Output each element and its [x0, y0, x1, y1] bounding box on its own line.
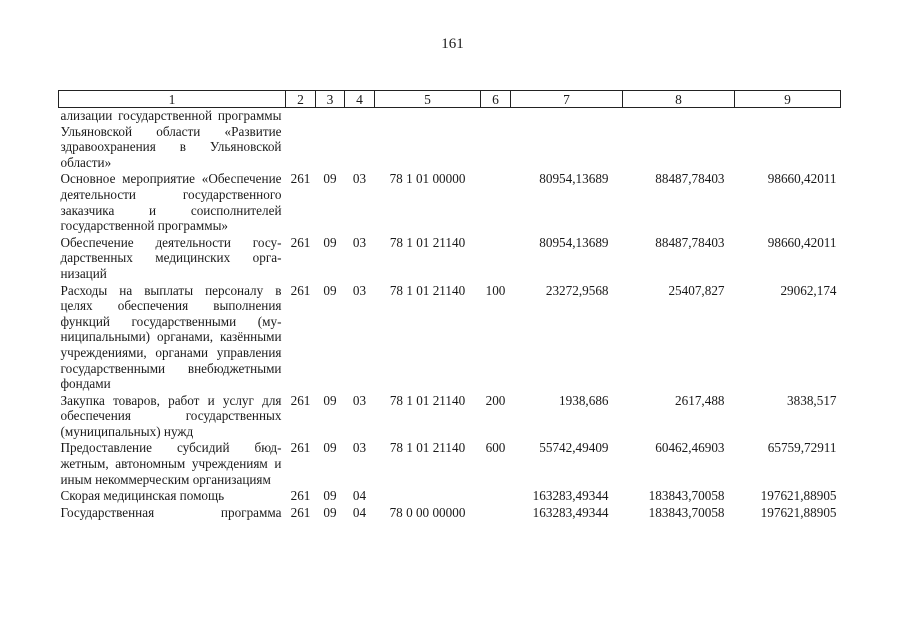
page-number: 161 — [441, 36, 464, 52]
cell-target-item — [375, 488, 481, 505]
cell-amount-3: 3838,517 — [787, 392, 837, 408]
cell-amount-3: 65759,72911 — [767, 440, 837, 456]
cell-subsection: 04 — [352, 488, 367, 504]
row-name: Закупка товаров, работ и услуг для обеспечения государственных (муниципальных) нужд — [60, 392, 282, 439]
cell-ministry: 261 — [290, 488, 311, 504]
header-col-1: 1 — [59, 91, 286, 108]
cell-subsection: 03 — [352, 282, 367, 298]
cell-expense-type — [481, 171, 511, 234]
cell-target-item: 78 1 01 21140 — [389, 440, 466, 456]
cell-amount-2: 183843,70058 — [648, 504, 725, 520]
cell-amount-1: 1938,686 — [559, 392, 609, 408]
cell-subsection — [345, 108, 375, 172]
row-name: Расходы на выплаты персоналу в целях обеспечения выполнения функций государственными (муниципальными) органами, казёнными учреждениями, органами управления государственными внебюджетными фондами — [60, 282, 282, 392]
cell-target-item: 78 0 00 00000 — [389, 504, 466, 520]
cell-amount-1: 23272,9568 — [545, 282, 609, 298]
table-row — [59, 488, 841, 505]
cell-amount-2: 2617,488 — [675, 392, 725, 408]
row-name: ализации государственной программы Ульяновской области «Развитие здравоохранения в Ульяновской области» — [60, 108, 282, 170]
cell-section: 09 — [323, 488, 337, 504]
cell-target-item: 78 1 01 21140 — [389, 392, 466, 408]
cell-subsection: 04 — [352, 504, 367, 520]
cell-amount-3: 197621,88905 — [760, 488, 837, 504]
header-col-5: 5 — [375, 91, 481, 108]
cell-amount-3: 197621,88905 — [760, 504, 837, 520]
cell-section: 09 — [323, 282, 337, 298]
header-col-7: 7 — [511, 91, 623, 108]
header-col-6: 6 — [481, 91, 511, 108]
header-col-4: 4 — [345, 91, 375, 108]
row-name: Основное мероприятие «Обеспечение деятельности государственного заказчика и соисполнителей государственной программы» — [60, 171, 282, 234]
cell-amount-3: 29062,174 — [780, 282, 837, 298]
row-name: Предоставление субсидий бюджетным, автономным учреждениям и иным некоммерческим организациям — [60, 440, 282, 487]
cell-subsection: 03 — [352, 392, 367, 408]
cell-ministry — [286, 108, 316, 172]
cell-amount-1: 80954,13689 — [539, 171, 609, 187]
cell-target-item: 78 1 01 21140 — [389, 234, 466, 250]
cell-amount-2: 25407,827 — [668, 282, 725, 298]
cell-amount-1: 55742,49409 — [539, 440, 609, 456]
table-row — [59, 235, 841, 283]
cell-amount-2: 88487,78403 — [655, 171, 725, 187]
cell-amount-2: 60462,46903 — [655, 440, 725, 456]
cell-ministry: 261 — [290, 504, 311, 520]
cell-expense-type — [481, 235, 511, 283]
cell-section — [316, 108, 345, 172]
cell-amount-1: 163283,49344 — [532, 488, 609, 504]
table-header — [59, 91, 841, 108]
table-row — [59, 440, 841, 488]
cell-ministry: 261 — [290, 282, 311, 298]
row-name: Государственная программа — [60, 504, 282, 520]
cell-target-item: 78 1 01 21140 — [389, 282, 466, 298]
cell-expense-type: 100 — [485, 282, 506, 298]
table-row — [59, 108, 841, 172]
cell-expense-type: 600 — [485, 440, 506, 456]
cell-section: 09 — [323, 392, 337, 408]
table-body — [59, 108, 841, 522]
cell-amount-3: 98660,42011 — [767, 171, 837, 187]
cell-ministry: 261 — [290, 440, 311, 456]
cell-target-item — [375, 108, 481, 172]
cell-ministry: 261 — [290, 234, 311, 250]
cell-ministry: 261 — [290, 392, 311, 408]
cell-amount-1: 163283,49344 — [532, 504, 609, 520]
cell-amount-2: 183843,70058 — [648, 488, 725, 504]
budget-table — [58, 90, 841, 521]
cell-section: 09 — [323, 504, 337, 520]
header-col-9: 9 — [735, 91, 841, 108]
cell-section: 09 — [323, 171, 337, 187]
cell-amount-3: 98660,42011 — [767, 234, 837, 250]
cell-expense-type — [481, 108, 511, 172]
cell-subsection: 03 — [352, 234, 367, 250]
cell-amount-3 — [735, 108, 841, 172]
header-col-8: 8 — [623, 91, 735, 108]
row-name: Обеспечение деятельности государственных медицинских организаций — [60, 234, 282, 281]
cell-amount-1: 80954,13689 — [539, 234, 609, 250]
row-name: Скорая медицинская помощь — [60, 488, 225, 504]
table-row — [59, 393, 841, 441]
cell-amount-2: 88487,78403 — [655, 234, 725, 250]
cell-target-item: 78 1 01 00000 — [389, 171, 466, 187]
cell-amount-2 — [623, 108, 735, 172]
cell-expense-type: 200 — [485, 392, 506, 408]
header-col-2: 2 — [286, 91, 316, 108]
cell-expense-type — [481, 488, 511, 505]
cell-expense-type — [481, 505, 511, 522]
header-col-3: 3 — [316, 91, 345, 108]
cell-amount-1 — [511, 108, 623, 172]
cell-subsection: 03 — [352, 440, 367, 456]
cell-ministry: 261 — [290, 171, 311, 187]
cell-subsection: 03 — [352, 171, 367, 187]
cell-section: 09 — [323, 234, 337, 250]
table-row — [59, 505, 841, 522]
table-row — [59, 283, 841, 393]
cell-section: 09 — [323, 440, 337, 456]
table-row — [59, 171, 841, 234]
